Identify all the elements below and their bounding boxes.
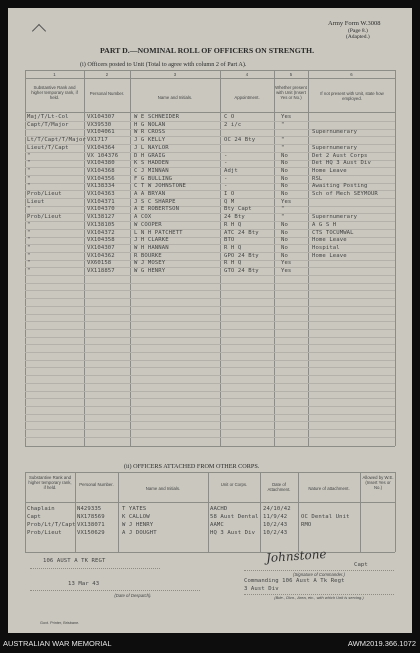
row-number: VX1717 [87,137,108,144]
row-appointment: R H Q [224,221,242,228]
att-name: W J HENRY [122,522,154,528]
att-divider-4 [260,472,261,552]
att-right-border [395,472,396,552]
document-page [8,8,412,633]
row-rule [25,383,395,384]
att-header-date: Date of Attachment. [267,482,291,492]
row-employed: Det 2 Aust Corps [312,152,368,159]
row-name: W J MOSEY [134,260,166,267]
row-rank: " [27,244,31,251]
row-number: VX104371 [87,198,115,205]
header-number: Personal Number. [89,91,125,96]
row-appointment: 2 i/c [224,121,242,128]
row-rule [25,367,395,368]
att-header-bottom-line [25,502,395,503]
row-present: No [281,152,288,159]
archive-id: AWM2019.366.1072 [347,639,416,648]
row-appointment: ATC 24 Bty [224,229,259,236]
att-number: VX138071 [77,522,105,528]
row-name: K S HADDEN [134,160,169,167]
row-employed: Hospital [312,244,340,251]
page-number: (Page 8.) [348,28,368,34]
row-present: No [281,175,288,182]
row-name: J S C SHARPE [134,198,176,205]
att-date: 11/9/42 [263,514,288,520]
row-rank: Lieut/T/Capt [27,144,69,151]
row-number: VX104358 [87,237,115,244]
row-appointment: - [224,175,228,182]
att-unit: AAMC [210,522,224,528]
row-rule [25,314,395,315]
row-number: VX104061 [87,129,115,136]
row-present: No [281,237,288,244]
unit-line [30,568,160,569]
row-appointment: OC 24 Bty [224,137,256,144]
row-rule [25,391,395,392]
section-attached-title: (ii) OFFICERS ATTACHED FROM OTHER CORPS. [124,463,260,470]
row-number: VX104364 [87,144,115,151]
row-employed: Supernumerary [312,144,358,151]
row-rank: Prob/Lieut [27,214,62,221]
att-number: N429335 [77,506,102,512]
colnum-line [25,78,395,79]
archive-name: AUSTRALIAN WAR MEMORIAL [3,639,112,648]
row-present: No [281,191,288,197]
att-name: K CALLOW [122,514,150,520]
row-name: R BOURKE [134,252,162,259]
row-rule [25,337,395,338]
att-left-border [25,472,26,552]
row-present: " [281,214,285,221]
row-rule [25,290,395,291]
row-employed: CTS TOCUMWAL [312,229,354,236]
row-name: F G BULLING [134,175,173,182]
row-rank: " [27,237,31,244]
row-number: VX 104376 [87,152,119,159]
row-rank: " [27,175,31,182]
row-name: C J MINNAN [134,167,169,174]
row-rule [25,321,395,322]
att-rank: Capt [27,514,41,520]
row-rank: " [27,268,31,274]
row-present: No [281,244,288,251]
att-name: T YATES [122,506,147,512]
row-employed: Awaiting Posting [312,183,368,190]
row-name: J G KELLY [134,137,166,144]
row-name: J H CLARKE [134,237,169,244]
row-present: No [281,160,288,167]
dispatch-date-label: (Date of Despatch). [114,593,152,598]
part-title: PART D.—NOMINAL ROLL OF OFFICERS ON STRENGTH. [100,46,315,55]
binding-hole-mark [32,24,46,38]
att-header-unit: Unit or Corps. [220,482,248,487]
row-number: VX39530 [87,121,112,128]
header-bottom-line [25,112,395,113]
row-name: A E ROBERTSON [134,206,180,213]
att-header-rank: Substantive Rank and higher temporary rank, if held. [28,475,72,490]
row-rule [25,198,395,199]
row-number: VX104356 [87,175,115,182]
row-rule [25,260,395,261]
row-rule [25,414,395,415]
row-rule [25,121,395,122]
att-divider-6 [360,472,361,552]
row-rule [25,206,395,207]
att-date: 10/2/43 [263,530,288,536]
row-rule [25,429,395,430]
row-number: VX104372 [87,229,115,236]
att-date: 10/2/43 [263,522,288,528]
row-rank: Capt/T/Major [27,121,69,128]
row-rank: Prob/Lieut [27,191,62,197]
row-employed: Home Leave [312,237,347,244]
row-name: W COOPER [134,221,162,228]
row-present: No [281,252,288,259]
row-name: L N H PATCHETT [134,229,183,236]
row-number: VX104307 [87,114,115,120]
row-present: No [281,221,288,228]
row-number: VX60158 [87,260,112,267]
row-name: C T W JOHNSTONE [134,183,187,190]
signature-line [244,570,394,571]
att-top-line [25,472,395,473]
att-number: NX178569 [77,514,105,520]
att-header-allowed: Allowed by W.E. (Insert Yes or No.) [362,475,394,490]
col-number-5: 5 [289,72,293,77]
att-rank: Prob/Lt/T/Capt [27,522,76,528]
table-right-border [395,70,396,446]
row-rank: " [27,160,31,167]
att-nature: OC Dental Unit [301,514,350,520]
att-divider-1 [75,472,76,552]
row-appointment: R H Q [224,260,242,267]
row-rank: " [27,221,31,228]
row-present: No [281,183,288,190]
row-name: A A BRYAN [134,191,166,197]
row-present: Yes [281,198,292,205]
row-appointment: I O [224,191,235,197]
row-appointment: C O [224,114,235,120]
row-rule [25,344,395,345]
row-number: VX138334 [87,183,115,190]
dispatch-line [30,590,200,591]
row-appointment: Adjt [224,167,238,174]
row-rule [25,306,395,307]
adapted-note: (Adapted.) [346,34,370,40]
section-officers-posted: (i) Officers posted to Unit (Total to agree with column 2 of Part A). [80,61,247,68]
row-rule [25,267,395,268]
row-name: W E SCHNEIDER [134,114,180,120]
row-appointment: R H Q [224,244,242,251]
row-appointment: - [224,183,228,190]
row-rank: " [27,229,31,236]
row-rule [25,406,395,407]
att-divider-5 [298,472,299,552]
row-rule [25,398,395,399]
col-number-3: 3 [173,72,177,77]
col-number-6: 6 [350,72,353,77]
unit-typed: 106 AUST A TK REGT [43,558,106,564]
att-name: A J DOUGHT [122,530,157,536]
row-rank: " [27,252,31,259]
row-appointment: Bty Capt [224,206,252,213]
row-employed: A G S H [312,221,337,228]
row-present: " [281,121,285,128]
row-rank: Lt/T/Capt/T/Major [27,137,86,144]
row-rule [25,298,395,299]
row-employed: Sch of Mech SEYMOUR [312,191,378,197]
row-present: " [281,206,285,213]
row-number: VX138105 [87,221,115,228]
att-header-number: Personal Number. [79,482,114,487]
row-present: No [281,229,288,236]
att-rank: Chaplain [27,506,55,512]
row-rule [25,283,395,284]
att-rank: Prob/Lieut [27,530,62,536]
commander-rank: Capt [354,562,368,568]
att-unit: AACHD [210,506,228,512]
row-appointment: - [224,160,228,167]
att-header-name: Name and Initials. [145,486,181,491]
table-bottom-line [25,446,395,447]
row-present: Yes [281,114,292,120]
row-rule [25,175,395,176]
col-number-4: 4 [245,72,249,77]
row-number: VX138127 [87,214,115,221]
row-number: VX104307 [87,244,115,251]
att-unit: 58 Aust Dental [210,514,259,520]
header-employed: If not present with Unit, state how employed. [320,91,384,101]
row-present: " [281,144,285,151]
row-rank: " [27,206,31,213]
att-header-nature: Nature of attachment. [308,486,350,491]
row-present: " [281,137,285,144]
row-name: W H HANNAN [134,244,169,251]
row-rule [25,352,395,353]
army-form-number: Army Form W.3008 [328,20,381,27]
unit-serving-label: (Bde., Divn., Area, etc., with which Unit is serving.) [274,595,364,600]
row-rank: " [27,183,31,190]
row-rank: " [27,260,31,267]
header-present: Whether present with Unit (Insert Yes or No.) [275,85,307,100]
col-number-1: 1 [53,72,56,77]
commander-signature: Johnstone [265,546,327,566]
row-number: VX118857 [87,268,115,274]
row-name: D H GRAIG [134,152,166,159]
row-appointment: Q M [224,198,235,205]
signature-label: (Signature of Commander.) [293,572,345,577]
att-date: 24/10/42 [263,506,291,512]
row-employed: RSL [312,175,323,182]
att-unit: HQ 3 Aust Div [210,530,256,536]
col-number-2: 2 [105,72,109,77]
row-rank: Lieut [27,198,45,205]
row-number: VX104363 [87,191,115,197]
serving-with: 3 Aust Div [244,586,279,592]
printer-imprint: Govt. Printer, Brisbane. [40,621,80,625]
att-number: VX150629 [77,530,105,536]
row-appointment: 24 Bty [224,214,245,221]
row-name: A COX [134,214,152,221]
row-rule [25,329,395,330]
row-rule [25,437,395,438]
row-appointment: - [224,152,228,159]
row-rule [25,421,395,422]
row-name: J L NAYLOR [134,144,169,151]
att-nature: RMO [301,522,312,528]
row-rule [25,275,395,276]
row-number: VX104362 [87,252,115,259]
header-name: Name and Initials. [157,95,193,100]
table-top-line [25,70,395,71]
row-employed: Supernumerary [312,129,358,136]
row-present: No [281,167,288,174]
row-name: W G HENRY [134,268,166,274]
row-rule [25,221,395,222]
dispatch-date: 13 Mar 43 [68,581,100,587]
row-rule [25,360,395,361]
row-present: Yes [281,260,292,267]
row-rank: " [27,167,31,174]
row-rank: Maj/T/Lt-Col [27,114,69,120]
commanding-unit: Commanding 106 Aust A Tk Regt [244,578,345,584]
row-present: Yes [281,268,292,274]
row-number: VX104380 [87,160,115,167]
header-rank: Substantive Rank and higher temporary rank, if held. [31,85,78,100]
row-rank: " [27,152,31,159]
row-number: VX104368 [87,167,115,174]
row-appointment: GTO 24 Bty [224,268,259,274]
header-appointment: Appointment. [234,95,260,100]
row-employed: Home Leave [312,252,347,259]
row-name: H G NOLAN [134,121,166,128]
att-divider-2 [118,472,119,552]
row-name: W R CROSS [134,129,166,136]
row-employed: Supernumerary [312,214,358,221]
row-employed: Det HQ 3 Aust Div [312,160,371,167]
row-appointment: BTO [224,237,235,244]
att-divider-3 [208,472,209,552]
archive-footer [0,635,420,653]
row-number: VX104370 [87,206,115,213]
row-employed: Home Leave [312,167,347,174]
row-appointment: GPO 24 Bty [224,252,259,259]
row-rule [25,375,395,376]
att-bottom-line [25,552,395,553]
